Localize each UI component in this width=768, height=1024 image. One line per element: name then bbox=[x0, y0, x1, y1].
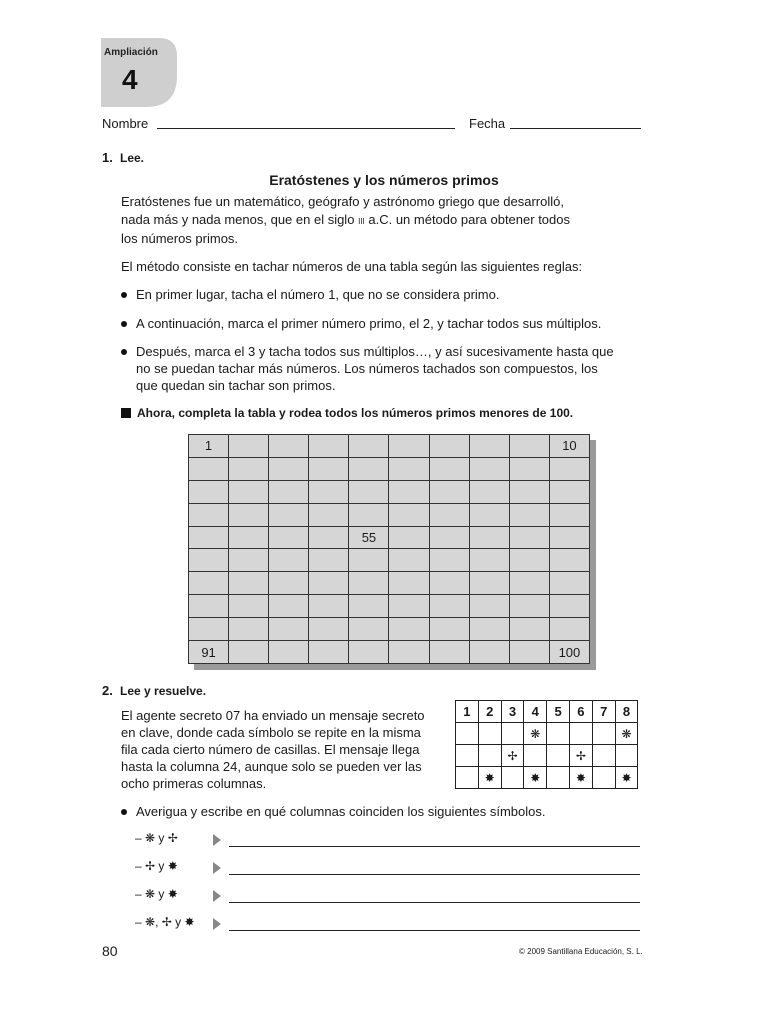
cipher-cell bbox=[547, 767, 570, 789]
worksheet-badge bbox=[101, 38, 177, 107]
answer-line[interactable] bbox=[229, 846, 640, 847]
number-cell[interactable]: 10 bbox=[549, 435, 589, 458]
number-cell[interactable] bbox=[229, 526, 269, 549]
number-cell[interactable] bbox=[269, 572, 309, 595]
story-line: fila cada cierto número de casillas. El mensaje llega bbox=[121, 742, 420, 757]
number-cell[interactable] bbox=[309, 480, 349, 503]
number-cell[interactable] bbox=[309, 457, 349, 480]
century-roman: III bbox=[358, 217, 365, 226]
number-cell[interactable] bbox=[309, 572, 349, 595]
badge-label: Ampliación bbox=[104, 47, 158, 58]
cipher-cell bbox=[478, 745, 501, 767]
number-cell[interactable] bbox=[189, 503, 229, 526]
number-cell[interactable] bbox=[549, 480, 589, 503]
number-cell[interactable] bbox=[549, 595, 589, 618]
intro-line-2: nada más y nada menos, que en el siglo III a.C. un método para obtener todos bbox=[121, 212, 570, 227]
number-cell[interactable]: 55 bbox=[349, 526, 389, 549]
number-cell[interactable] bbox=[549, 503, 589, 526]
number-cell[interactable] bbox=[309, 595, 349, 618]
cipher-cell bbox=[478, 723, 501, 745]
square-bullet-icon bbox=[121, 408, 131, 418]
number-cell[interactable] bbox=[469, 572, 509, 595]
number-cell[interactable] bbox=[469, 641, 509, 664]
number-table-row bbox=[189, 549, 590, 572]
number-cell[interactable] bbox=[509, 503, 549, 526]
intro-line-3: los números primos. bbox=[121, 231, 239, 246]
number-cell[interactable] bbox=[389, 457, 429, 480]
number-table-row bbox=[189, 503, 590, 526]
number-cell[interactable] bbox=[549, 572, 589, 595]
cipher-header: 6 bbox=[569, 701, 592, 723]
number-cell[interactable] bbox=[189, 618, 229, 641]
bullet-icon bbox=[121, 349, 127, 355]
number-cell[interactable] bbox=[429, 503, 469, 526]
number-cell[interactable] bbox=[189, 457, 229, 480]
cipher-header: 2 bbox=[478, 701, 501, 723]
cipher-cell bbox=[524, 745, 547, 767]
number-cell[interactable] bbox=[349, 595, 389, 618]
question-1-instruction: Lee. bbox=[120, 151, 145, 165]
number-cell[interactable] bbox=[509, 641, 549, 664]
number-cell[interactable] bbox=[189, 480, 229, 503]
arrow-right-icon bbox=[213, 890, 221, 902]
bullet-icon bbox=[121, 809, 127, 815]
number-cell[interactable] bbox=[429, 572, 469, 595]
number-cell[interactable] bbox=[429, 526, 469, 549]
number-cell[interactable] bbox=[469, 457, 509, 480]
cipher-cell bbox=[501, 723, 524, 745]
number-table-row bbox=[189, 641, 590, 664]
number-cell[interactable] bbox=[549, 457, 589, 480]
number-cell[interactable] bbox=[549, 526, 589, 549]
number-cell[interactable] bbox=[509, 595, 549, 618]
number-cell[interactable] bbox=[229, 641, 269, 664]
cipher-cell bbox=[615, 745, 638, 767]
cipher-cell bbox=[456, 745, 479, 767]
cipher-cell: ✸ bbox=[478, 767, 501, 789]
question-1-number: 1. bbox=[102, 150, 113, 165]
story-line: El agente secreto 07 ha enviado un mensaje secreto bbox=[121, 708, 425, 723]
answer-symbols: – ❋ y ✸ bbox=[135, 887, 178, 901]
number-cell[interactable] bbox=[389, 641, 429, 664]
number-cell[interactable] bbox=[429, 618, 469, 641]
table-task: Ahora, completa la tabla y rodea todos los números primos menores de 100. bbox=[121, 406, 573, 420]
number-cell[interactable] bbox=[269, 618, 309, 641]
question-2-instruction: Lee y resuelve. bbox=[120, 684, 207, 698]
number-cell[interactable] bbox=[509, 435, 549, 458]
number-cell[interactable] bbox=[269, 435, 309, 458]
number-cell[interactable] bbox=[389, 526, 429, 549]
number-table bbox=[188, 434, 590, 664]
number-cell[interactable] bbox=[509, 457, 549, 480]
number-cell[interactable] bbox=[429, 457, 469, 480]
cipher-cell bbox=[592, 767, 615, 789]
number-cell[interactable] bbox=[389, 435, 429, 458]
number-table-row bbox=[189, 572, 590, 595]
number-cell[interactable] bbox=[469, 618, 509, 641]
intro-line-1: Eratóstenes fue un matemático, geógrafo y astrónomo griego que desarrolló, bbox=[121, 194, 564, 209]
number-cell[interactable] bbox=[509, 549, 549, 572]
number-cell[interactable] bbox=[429, 435, 469, 458]
number-cell[interactable] bbox=[269, 595, 309, 618]
number-cell[interactable] bbox=[309, 503, 349, 526]
date-label: Fecha bbox=[469, 116, 506, 131]
number-cell[interactable] bbox=[389, 595, 429, 618]
number-cell[interactable] bbox=[349, 503, 389, 526]
cipher-cell: ✸ bbox=[569, 767, 592, 789]
number-cell[interactable] bbox=[309, 435, 349, 458]
number-cell[interactable] bbox=[309, 618, 349, 641]
cipher-cell bbox=[547, 723, 570, 745]
bullet-icon bbox=[121, 321, 127, 327]
number-cell[interactable] bbox=[189, 526, 229, 549]
cipher-header: 7 bbox=[592, 701, 615, 723]
number-cell[interactable] bbox=[549, 618, 589, 641]
number-cell[interactable] bbox=[509, 480, 549, 503]
story-line: ocho primeras columnas. bbox=[121, 776, 267, 791]
cipher-cell bbox=[592, 745, 615, 767]
number-cell[interactable] bbox=[469, 549, 509, 572]
number-cell[interactable] bbox=[509, 572, 549, 595]
cipher-header: 8 bbox=[615, 701, 638, 723]
number-cell[interactable] bbox=[469, 480, 509, 503]
number-table-row bbox=[189, 595, 590, 618]
answer-symbols: – ❋, ✢ y ✸ bbox=[135, 915, 195, 929]
number-cell[interactable]: 1 bbox=[189, 435, 229, 458]
cipher-cell bbox=[501, 767, 524, 789]
number-cell[interactable] bbox=[229, 618, 269, 641]
arrow-right-icon bbox=[213, 918, 221, 930]
arrow-right-icon bbox=[213, 862, 221, 874]
number-cell[interactable] bbox=[309, 549, 349, 572]
answer-line[interactable] bbox=[229, 874, 640, 875]
number-cell[interactable] bbox=[349, 457, 389, 480]
cipher-table bbox=[455, 700, 638, 789]
date-field[interactable] bbox=[510, 128, 641, 129]
answer-line[interactable] bbox=[229, 902, 640, 903]
number-cell[interactable] bbox=[429, 641, 469, 664]
cipher-cell bbox=[547, 745, 570, 767]
number-cell[interactable] bbox=[229, 503, 269, 526]
page-number: 80 bbox=[102, 943, 118, 959]
number-cell[interactable] bbox=[429, 480, 469, 503]
number-cell[interactable] bbox=[549, 549, 589, 572]
cipher-cell bbox=[592, 723, 615, 745]
cipher-header: 3 bbox=[501, 701, 524, 723]
number-cell[interactable] bbox=[269, 503, 309, 526]
number-cell[interactable] bbox=[469, 595, 509, 618]
cipher-cell: ✸ bbox=[524, 767, 547, 789]
reading-title: Eratóstenes y los números primos bbox=[269, 172, 499, 188]
cipher-cell bbox=[456, 767, 479, 789]
number-cell[interactable] bbox=[229, 480, 269, 503]
cipher-header-row bbox=[456, 701, 638, 723]
cipher-row-3 bbox=[456, 767, 638, 789]
number-cell[interactable] bbox=[389, 572, 429, 595]
number-cell[interactable] bbox=[469, 503, 509, 526]
cipher-cell: ❋ bbox=[615, 723, 638, 745]
number-cell[interactable] bbox=[269, 480, 309, 503]
cipher-cell bbox=[569, 723, 592, 745]
badge-number: 4 bbox=[122, 64, 138, 95]
number-cell[interactable] bbox=[229, 457, 269, 480]
name-field[interactable] bbox=[157, 128, 455, 129]
cipher-row-2 bbox=[456, 745, 638, 767]
number-cell[interactable]: 91 bbox=[189, 641, 229, 664]
cipher-row-1 bbox=[456, 723, 638, 745]
answer-symbols: – ✢ y ✸ bbox=[135, 859, 178, 873]
number-cell[interactable] bbox=[349, 572, 389, 595]
number-table-row bbox=[189, 618, 590, 641]
bullet-icon bbox=[121, 292, 127, 298]
answer-line[interactable] bbox=[229, 930, 640, 931]
name-label: Nombre bbox=[102, 116, 149, 131]
number-cell[interactable] bbox=[269, 549, 309, 572]
number-cell[interactable] bbox=[269, 457, 309, 480]
story-line: hasta la columna 24, aunque solo se pueden ver las bbox=[121, 759, 422, 774]
number-cell[interactable] bbox=[189, 549, 229, 572]
number-cell[interactable] bbox=[229, 435, 269, 458]
number-cell[interactable] bbox=[469, 435, 509, 458]
number-cell[interactable] bbox=[349, 549, 389, 572]
number-cell[interactable] bbox=[509, 618, 549, 641]
number-cell[interactable] bbox=[269, 641, 309, 664]
question-2-number: 2. bbox=[102, 683, 113, 698]
cipher-cell: ❋ bbox=[524, 723, 547, 745]
number-cell[interactable] bbox=[309, 526, 349, 549]
number-cell[interactable] bbox=[429, 549, 469, 572]
number-cell[interactable] bbox=[389, 480, 429, 503]
number-cell[interactable] bbox=[469, 526, 509, 549]
number-cell[interactable] bbox=[229, 595, 269, 618]
number-cell[interactable] bbox=[229, 549, 269, 572]
number-cell[interactable] bbox=[189, 595, 229, 618]
number-cell[interactable] bbox=[389, 549, 429, 572]
number-cell[interactable] bbox=[389, 618, 429, 641]
number-cell[interactable] bbox=[349, 618, 389, 641]
arrow-right-icon bbox=[213, 834, 221, 846]
cipher-cell: ✸ bbox=[615, 767, 638, 789]
number-table-row bbox=[189, 435, 590, 458]
cipher-header: 5 bbox=[547, 701, 570, 723]
cipher-cell: ✢ bbox=[501, 745, 524, 767]
cipher-header: 1 bbox=[456, 701, 479, 723]
number-cell[interactable] bbox=[349, 480, 389, 503]
number-table-row bbox=[189, 480, 590, 503]
number-cell[interactable] bbox=[189, 572, 229, 595]
number-table-row bbox=[189, 457, 590, 480]
number-cell[interactable] bbox=[269, 526, 309, 549]
answer-symbols: – ❋ y ✢ bbox=[135, 831, 178, 845]
number-cell[interactable] bbox=[509, 526, 549, 549]
cipher-cell bbox=[456, 723, 479, 745]
cipher-header: 4 bbox=[524, 701, 547, 723]
story-line: en clave, donde cada símbolo se repite en la misma bbox=[121, 725, 421, 740]
number-cell[interactable] bbox=[349, 435, 389, 458]
cipher-cell: ✢ bbox=[569, 745, 592, 767]
copyright: © 2009 Santillana Educación, S. L. bbox=[519, 947, 643, 956]
number-cell[interactable] bbox=[309, 641, 349, 664]
number-cell[interactable]: 100 bbox=[549, 641, 589, 664]
method-text: El método consiste en tachar números de una tabla según las siguientes reglas: bbox=[121, 259, 583, 274]
number-cell[interactable] bbox=[229, 572, 269, 595]
number-table-row bbox=[189, 526, 590, 549]
number-cell[interactable] bbox=[389, 503, 429, 526]
number-cell[interactable] bbox=[429, 595, 469, 618]
number-cell[interactable] bbox=[349, 641, 389, 664]
